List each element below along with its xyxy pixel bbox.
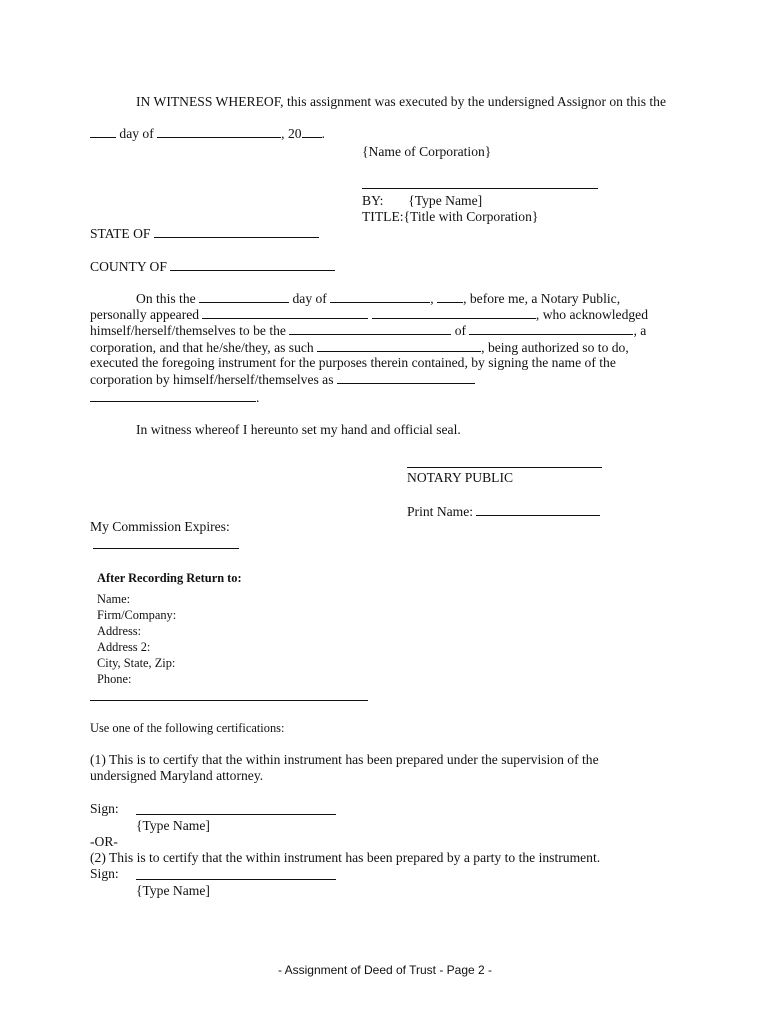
recording-field-firm: Firm/Company: — [97, 608, 177, 622]
state-blank[interactable] — [154, 225, 319, 238]
or-separator: -OR- — [90, 834, 118, 849]
recording-field-city: City, State, Zip: — [97, 656, 176, 670]
title-line: TITLE:{Title with Corporation} — [362, 209, 539, 224]
sign-label-1: Sign: — [90, 801, 119, 816]
capacity-blank[interactable] — [317, 339, 481, 352]
witness-line: IN WITNESS WHEREOF, this assignment was executed by the undersigned Assignor on this the — [136, 94, 667, 109]
certifications-intro: Use one of the following certifications: — [90, 721, 285, 735]
notary-line-7: . — [90, 389, 259, 406]
notary-month-blank[interactable] — [330, 290, 430, 303]
signing-capacity-blank[interactable] — [337, 371, 475, 384]
notary-line-4: corporation, and that he/she/they, as such , being authorized so to do, — [90, 340, 629, 355]
notary-signature-line[interactable] — [407, 467, 602, 468]
commission-expires-line[interactable] — [93, 548, 239, 549]
position-blank[interactable] — [289, 322, 451, 335]
cert1-line2: undersigned Maryland attorney. — [90, 768, 264, 783]
notary-line-1: On this the day of , , before me, a Notary Public, — [136, 291, 621, 306]
recording-title: After Recording Return to: — [97, 571, 242, 585]
notary-line-3: himself/herself/themselves to be the of , a — [90, 323, 647, 338]
notary-line-2: personally appeared , who acknowledged — [90, 307, 649, 322]
recording-field-name: Name: — [97, 592, 131, 606]
notary-line-5: executed the foregoing instrument for the purposes therein contained, by signing the name of the — [90, 355, 616, 370]
appeared-blank-2[interactable] — [372, 306, 536, 319]
type-name-2: {Type Name] — [136, 883, 210, 898]
notary-public-label: NOTARY PUBLIC — [407, 470, 514, 485]
company-blank[interactable] — [469, 322, 633, 335]
type-name-1: {Type Name] — [136, 818, 210, 833]
year-blank[interactable] — [302, 125, 322, 138]
seal-line: In witness whereof I hereunto set my hand and official seal. — [136, 422, 461, 437]
sign-label-2: Sign: — [90, 866, 119, 881]
commission-expires-label: My Commission Expires: — [90, 519, 230, 534]
print-name-blank[interactable] — [476, 503, 600, 516]
sign-line-1[interactable] — [136, 814, 336, 815]
recording-divider — [90, 700, 368, 701]
county-line: COUNTY OF — [90, 258, 335, 275]
signing-capacity-blank-2[interactable] — [90, 389, 256, 402]
month-blank[interactable] — [157, 125, 281, 138]
witness-date-line: day of , 20 . — [90, 125, 325, 142]
cert1-line1: (1) This is to certify that the within instrument has been prepared under the supervision of the — [90, 752, 599, 767]
signature-line[interactable] — [362, 188, 598, 189]
county-blank[interactable] — [170, 258, 335, 271]
notary-year-blank[interactable] — [437, 290, 463, 303]
day-blank[interactable] — [90, 125, 116, 138]
corporation-name: {Name of Corporation} — [362, 144, 492, 159]
appeared-blank-1[interactable] — [202, 306, 368, 319]
notary-day-blank[interactable] — [199, 290, 289, 303]
cert2-line: (2) This is to certify that the within instrument has been prepared by a party to the instrument. — [90, 850, 601, 865]
by-line: BY: {Type Name] — [362, 193, 483, 208]
recording-field-address2: Address 2: — [97, 640, 151, 654]
state-line: STATE OF — [90, 225, 319, 242]
notary-line-6: corporation by himself/herself/themselves as — [90, 371, 475, 388]
page-footer: - Assignment of Deed of Trust - Page 2 - — [277, 963, 493, 977]
recording-field-phone: Phone: — [97, 672, 132, 686]
print-name-line: Print Name: — [407, 503, 600, 520]
recording-field-address: Address: — [97, 624, 142, 638]
sign-line-2[interactable] — [136, 879, 336, 880]
